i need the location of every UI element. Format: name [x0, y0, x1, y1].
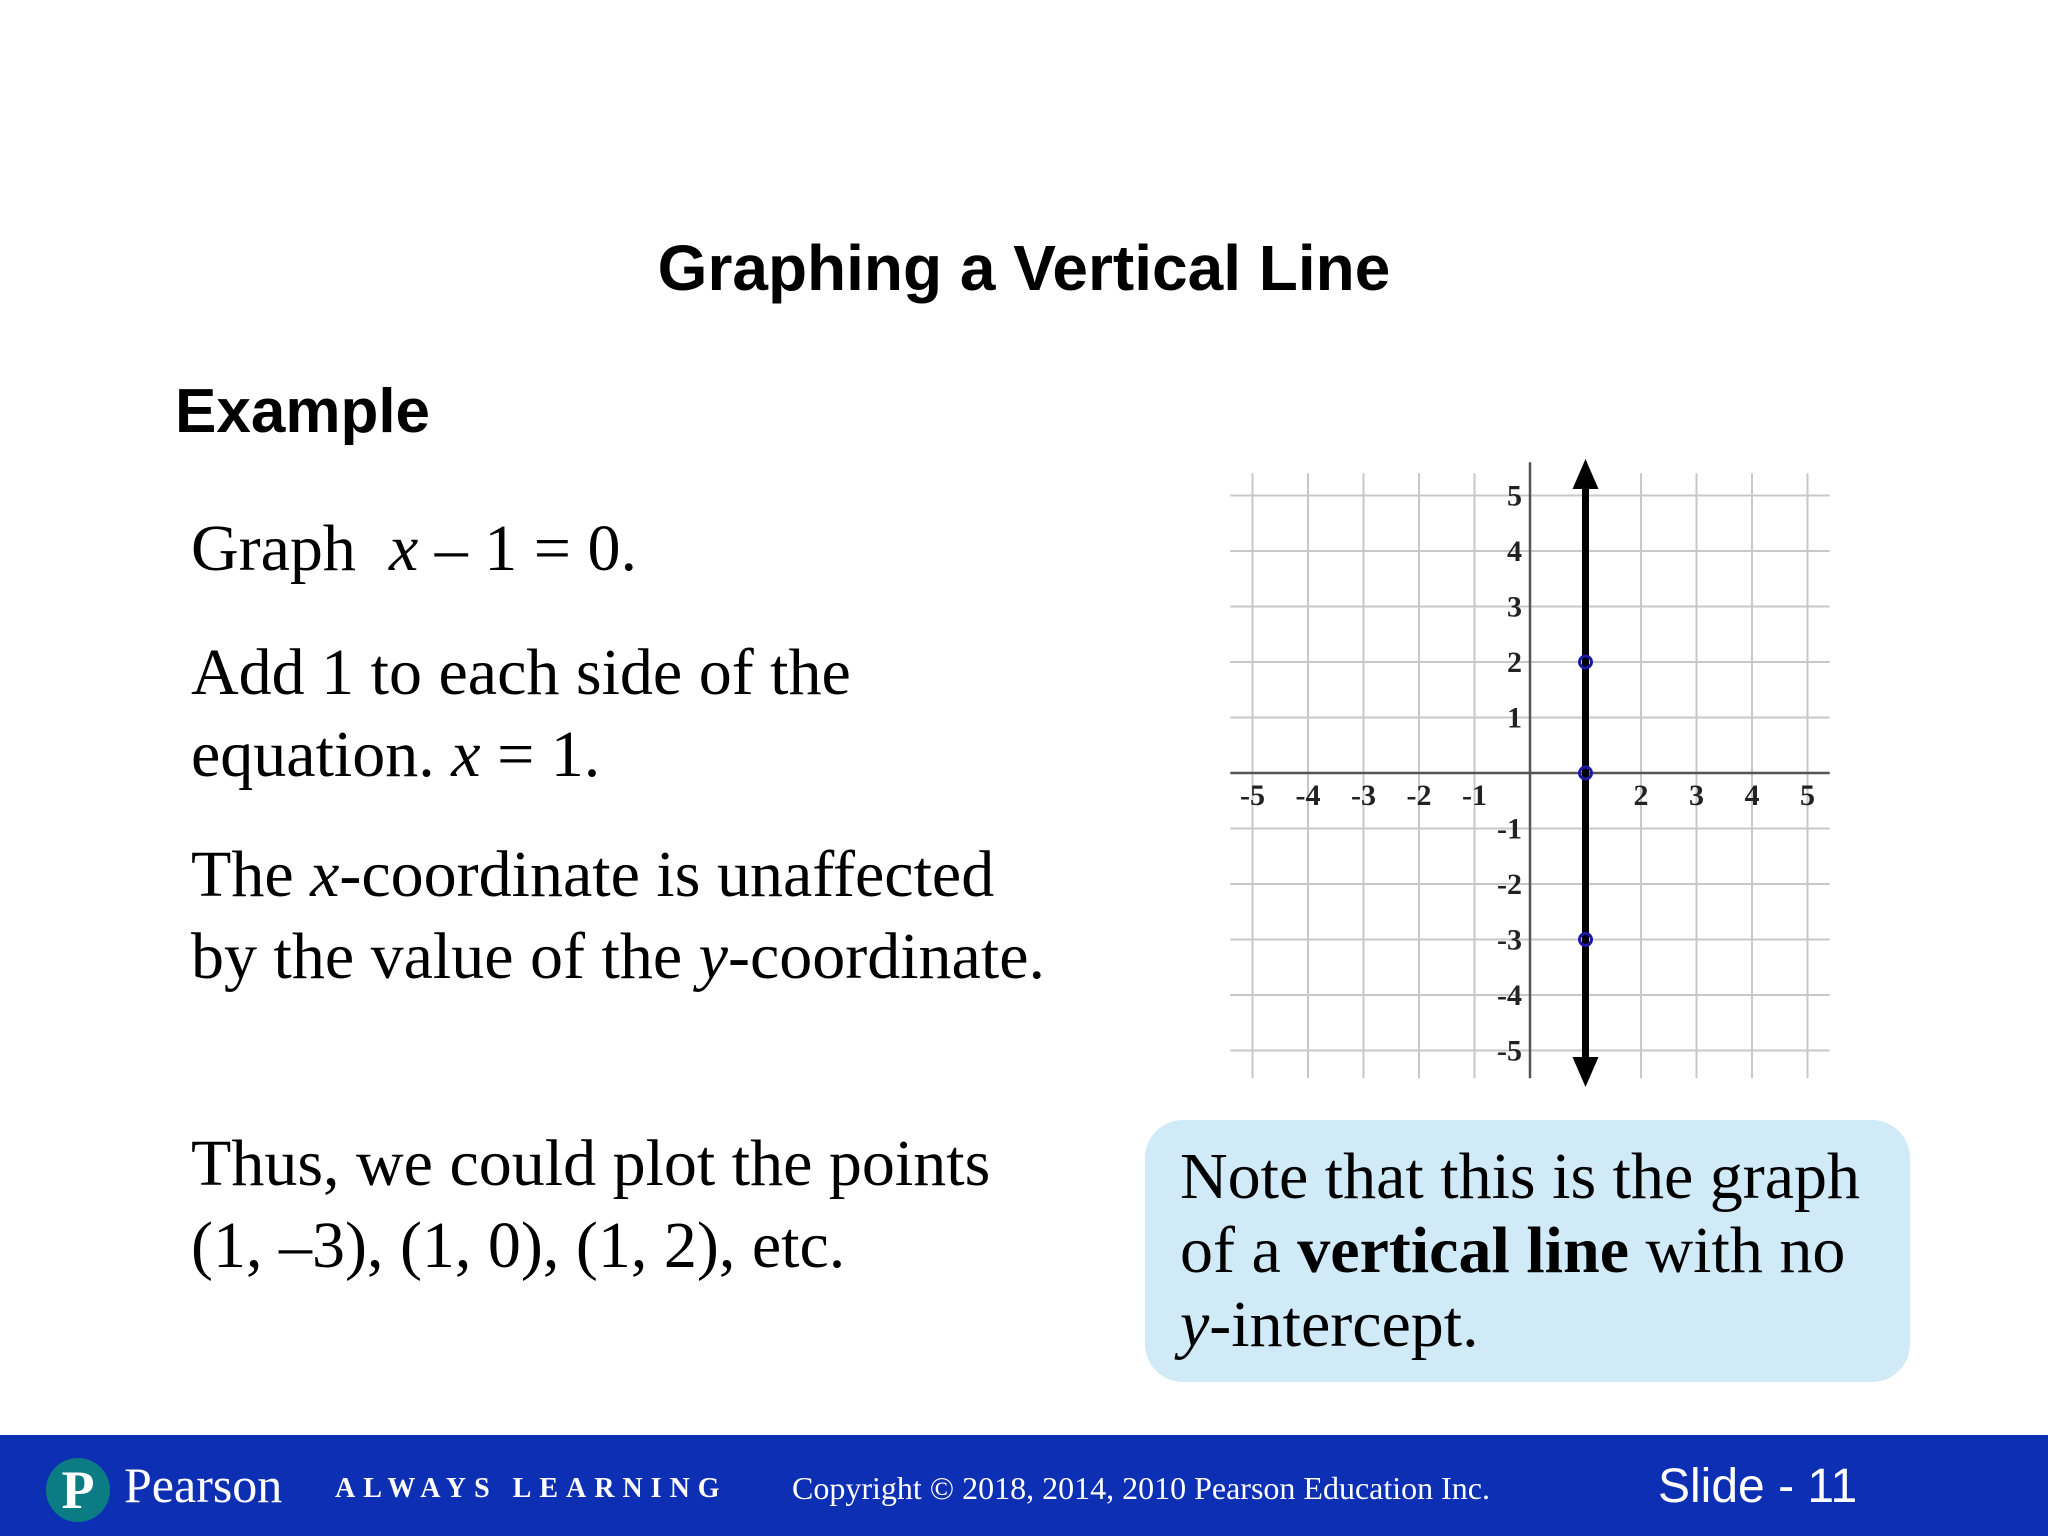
- variable-x: x: [310, 838, 340, 911]
- y-tick-label: 4: [1507, 535, 1522, 568]
- slide-title: Graphing a Vertical Line: [657, 232, 1391, 304]
- brand-name: Pearson: [124, 1457, 283, 1513]
- y-tick-label: 1: [1507, 701, 1522, 735]
- text-run: -intercept.: [1209, 1288, 1479, 1361]
- text-run: with no: [1629, 1214, 1846, 1287]
- variable-y: y: [698, 920, 728, 993]
- y-tick-label: -1: [1497, 812, 1522, 846]
- footer-bar: [0, 1435, 2048, 1536]
- y-tick-label: -5: [1497, 1034, 1522, 1068]
- text-run: -coordinate.: [727, 920, 1045, 993]
- points-paragraph: Thus, we could plot the points (1, –3), (1, 0), (1, 2), etc.: [191, 1127, 991, 1282]
- tagline: ALWAYS LEARNING: [335, 1473, 728, 1504]
- text-run: – 1 = 0.: [418, 512, 637, 585]
- x-tick-label: 3: [1689, 779, 1704, 812]
- note-text: [1180, 1140, 1900, 1362]
- variable-x: x: [451, 718, 481, 791]
- variable-x: x: [388, 512, 419, 585]
- x-tick-label: -4: [1295, 779, 1321, 812]
- arrowhead-up-icon: [1573, 459, 1599, 489]
- variable-y: y: [1180, 1288, 1210, 1361]
- text-run: = 1.: [480, 718, 601, 791]
- example-heading: Example: [175, 377, 431, 446]
- x-tick-label: -1: [1462, 779, 1487, 812]
- y-tick-label: -2: [1497, 868, 1522, 901]
- slide-number: Slide - 11: [1658, 1460, 1858, 1513]
- text-run: -coordinate is unaffected by the value of the: [191, 838, 995, 993]
- text-run: The: [191, 838, 311, 911]
- x-tick-label: 5: [1800, 779, 1815, 812]
- y-tick-label: -3: [1497, 923, 1522, 957]
- y-tick-label: 3: [1507, 590, 1522, 624]
- copyright-text: Copyright © 2018, 2014, 2010 Pearson Education Inc.: [792, 1470, 1490, 1506]
- x-tick-label: 4: [1744, 779, 1760, 812]
- x-tick-label: -5: [1240, 779, 1265, 812]
- y-tick-label: -4: [1497, 979, 1522, 1012]
- pearson-logo-icon: P: [46, 1458, 110, 1522]
- y-tick-label: 2: [1507, 646, 1522, 679]
- emphasis-text: vertical line: [1297, 1214, 1629, 1287]
- step-add-one: [191, 632, 1071, 796]
- text-run: Add 1 to each side of the equation.: [191, 636, 851, 791]
- x-tick-label: -3: [1351, 779, 1376, 812]
- coordinate-graph: [1220, 455, 1840, 1095]
- graph-instruction: [191, 508, 1071, 590]
- text-run: Graph: [191, 512, 373, 585]
- y-tick-label: 5: [1507, 479, 1522, 513]
- text-run: Note that this is the graph of a: [1180, 1140, 1861, 1287]
- arrowhead-down-icon: [1573, 1057, 1599, 1087]
- note-callout: [1145, 1120, 1910, 1382]
- x-tick-label: -2: [1406, 779, 1432, 812]
- x-tick-label: 2: [1633, 779, 1649, 812]
- explanation-paragraph: [191, 834, 1071, 998]
